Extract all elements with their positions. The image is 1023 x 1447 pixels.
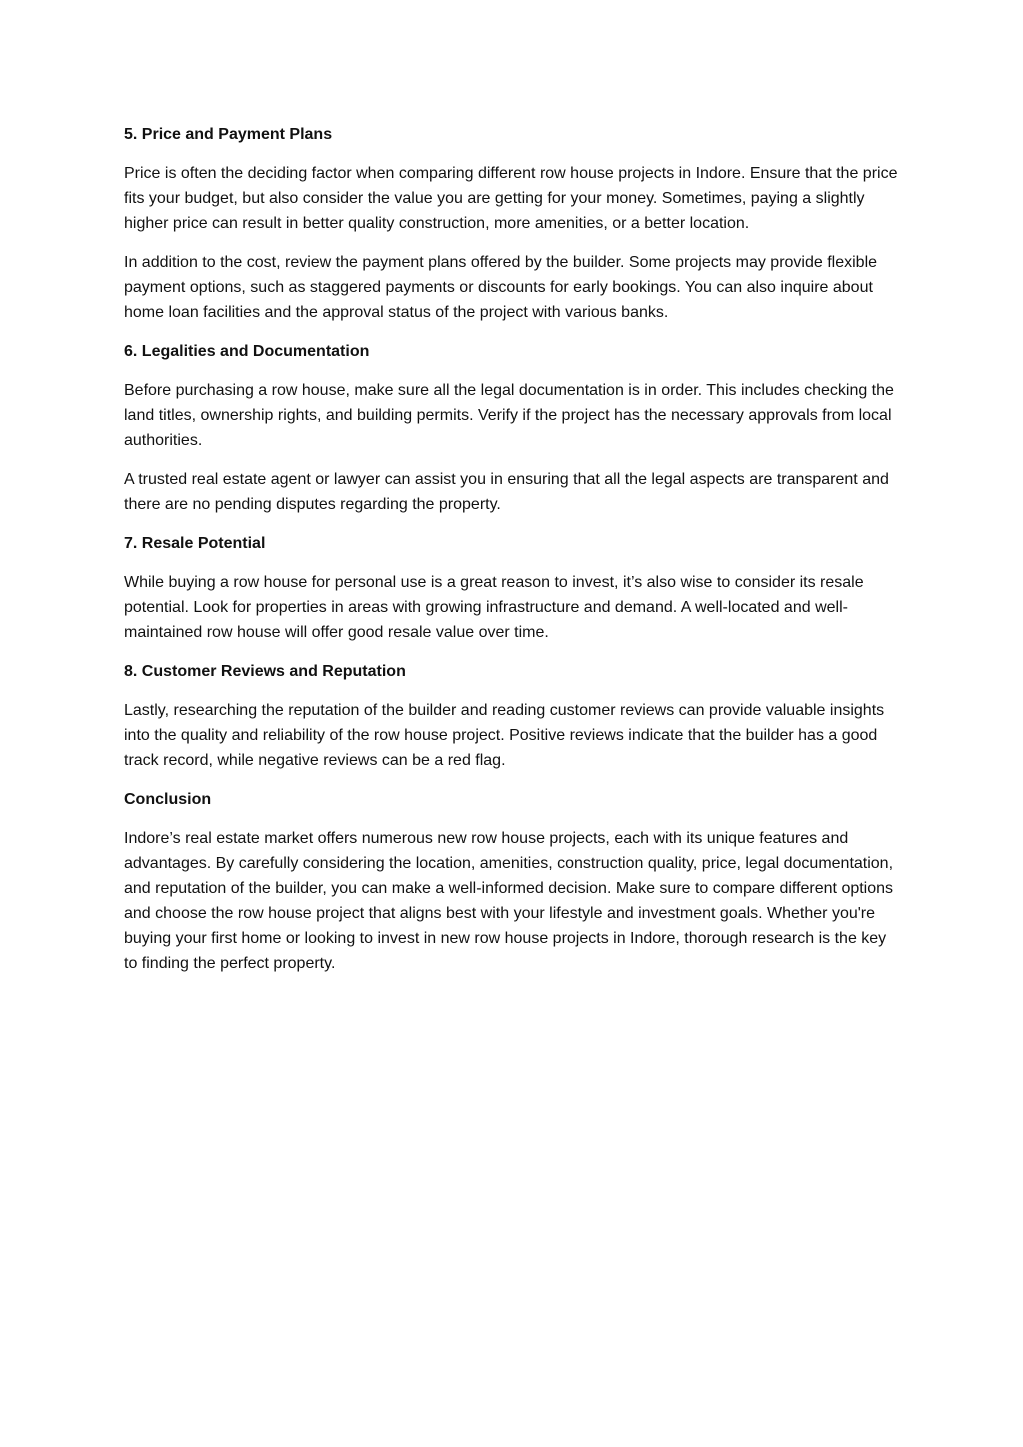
- section-heading: Conclusion: [124, 791, 212, 808]
- paragraph: While buying a row house for personal use is a great reason to invest, it’s also wise to consider its resale potential. Look for properties in areas with growing infrastructure and demand. A well-located and well-maintained row house will offer good resale value over time.: [124, 574, 864, 641]
- section-heading: 7. Resale Potential: [124, 535, 266, 552]
- section-heading: 6. Legalities and Documentation: [124, 343, 370, 360]
- section-resale-potential: [124, 531, 902, 645]
- section-conclusion: [124, 787, 902, 976]
- section-customer-reviews: [124, 659, 902, 773]
- paragraph: Lastly, researching the reputation of the builder and reading customer reviews can provide valuable insights into the quality and reliability of the row house project. Positive reviews indicate that the builder has a good track record, while negative reviews can be a red flag.: [124, 702, 885, 769]
- paragraph: In addition to the cost, review the payment plans offered by the builder. Some projects may provide flexible payment options, such as staggered payments or discounts for early bookings. You can also inquire about home loan facilities and the approval status of the project with various banks.: [124, 254, 878, 321]
- document-page: [124, 122, 902, 990]
- paragraph: Before purchasing a row house, make sure all the legal documentation is in order. This includes checking the land titles, ownership rights, and building permits. Verify if the project has the necessary approvals from local authorities.: [124, 382, 894, 449]
- paragraph: Price is often the deciding factor when comparing different row house projects in Indore. Ensure that the price fits your budget, but also consider the value you are getting for your money. Sometimes, paying a slightly higher price can result in better quality construction, more amenities, or a better location.: [124, 165, 898, 232]
- section-heading: 5. Price and Payment Plans: [124, 126, 333, 143]
- section-price-payment-plans: [124, 122, 902, 325]
- section-legalities-documentation: [124, 339, 902, 517]
- paragraph: A trusted real estate agent or lawyer can assist you in ensuring that all the legal aspects are transparent and there are no pending disputes regarding the property.: [124, 471, 889, 513]
- section-heading: 8. Customer Reviews and Reputation: [124, 663, 406, 680]
- paragraph: Indore’s real estate market offers numerous new row house projects, each with its unique features and advantages. By carefully considering the location, amenities, construction quality, price, legal documentation, and reputation of the builder, you can make a well-informed decision. Make sure to compare different options and choose the row house project that aligns best with your lifestyle and investment goals. Whether you're buying your first home or looking to invest in new row house projects in Indore, thorough research is the key to finding the perfect property.: [124, 830, 894, 972]
